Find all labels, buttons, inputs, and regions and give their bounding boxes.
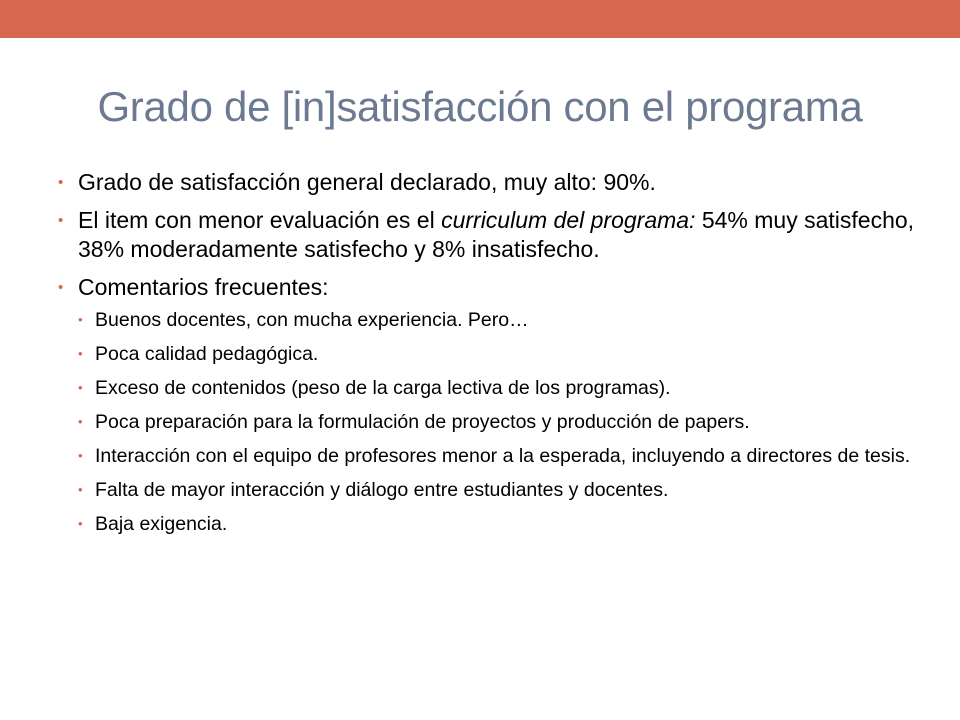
bullet-list xyxy=(58,168,918,536)
bullet-text-prefix: El item con menor evaluación es el xyxy=(78,207,442,233)
comment-item: • Interacción con el equipo de profesores menor a la esperada, incluyendo a directores de tesis. xyxy=(78,444,918,468)
slide-title: Grado de [in]satisfacción con el programa xyxy=(97,83,863,130)
bullet-comentarios xyxy=(58,273,918,536)
comment-item: • Buenos docentes, con mucha experiencia. Pero… xyxy=(78,308,918,332)
bullet-satisfaccion-general xyxy=(58,168,918,197)
comment-item: • Poca calidad pedagógica. xyxy=(78,342,918,366)
bullet-text-suffix: 54% muy satisfecho, 38% moderadamente satisfecho y 8% insatisfecho. xyxy=(78,207,915,262)
comment-item: • Baja exigencia. xyxy=(78,512,918,536)
bullet-text: Grado de satisfacción general declarado, muy alto: 90%. xyxy=(78,169,656,195)
comments-list xyxy=(78,308,918,536)
bullet-menor-evaluacion xyxy=(58,206,918,264)
comment-item: • Exceso de contenidos (peso de la carga lectiva de los programas). xyxy=(78,376,918,400)
top-accent-bar xyxy=(0,0,960,38)
bullet-text: Comentarios frecuentes: xyxy=(78,274,329,300)
slide-content xyxy=(58,168,918,546)
comment-item: • Poca preparación para la formulación de proyectos y producción de papers. xyxy=(78,410,918,434)
bullet-text-emphasis: curriculum del programa: xyxy=(441,207,696,233)
comment-item: • Falta de mayor interacción y diálogo entre estudiantes y docentes. xyxy=(78,478,918,502)
